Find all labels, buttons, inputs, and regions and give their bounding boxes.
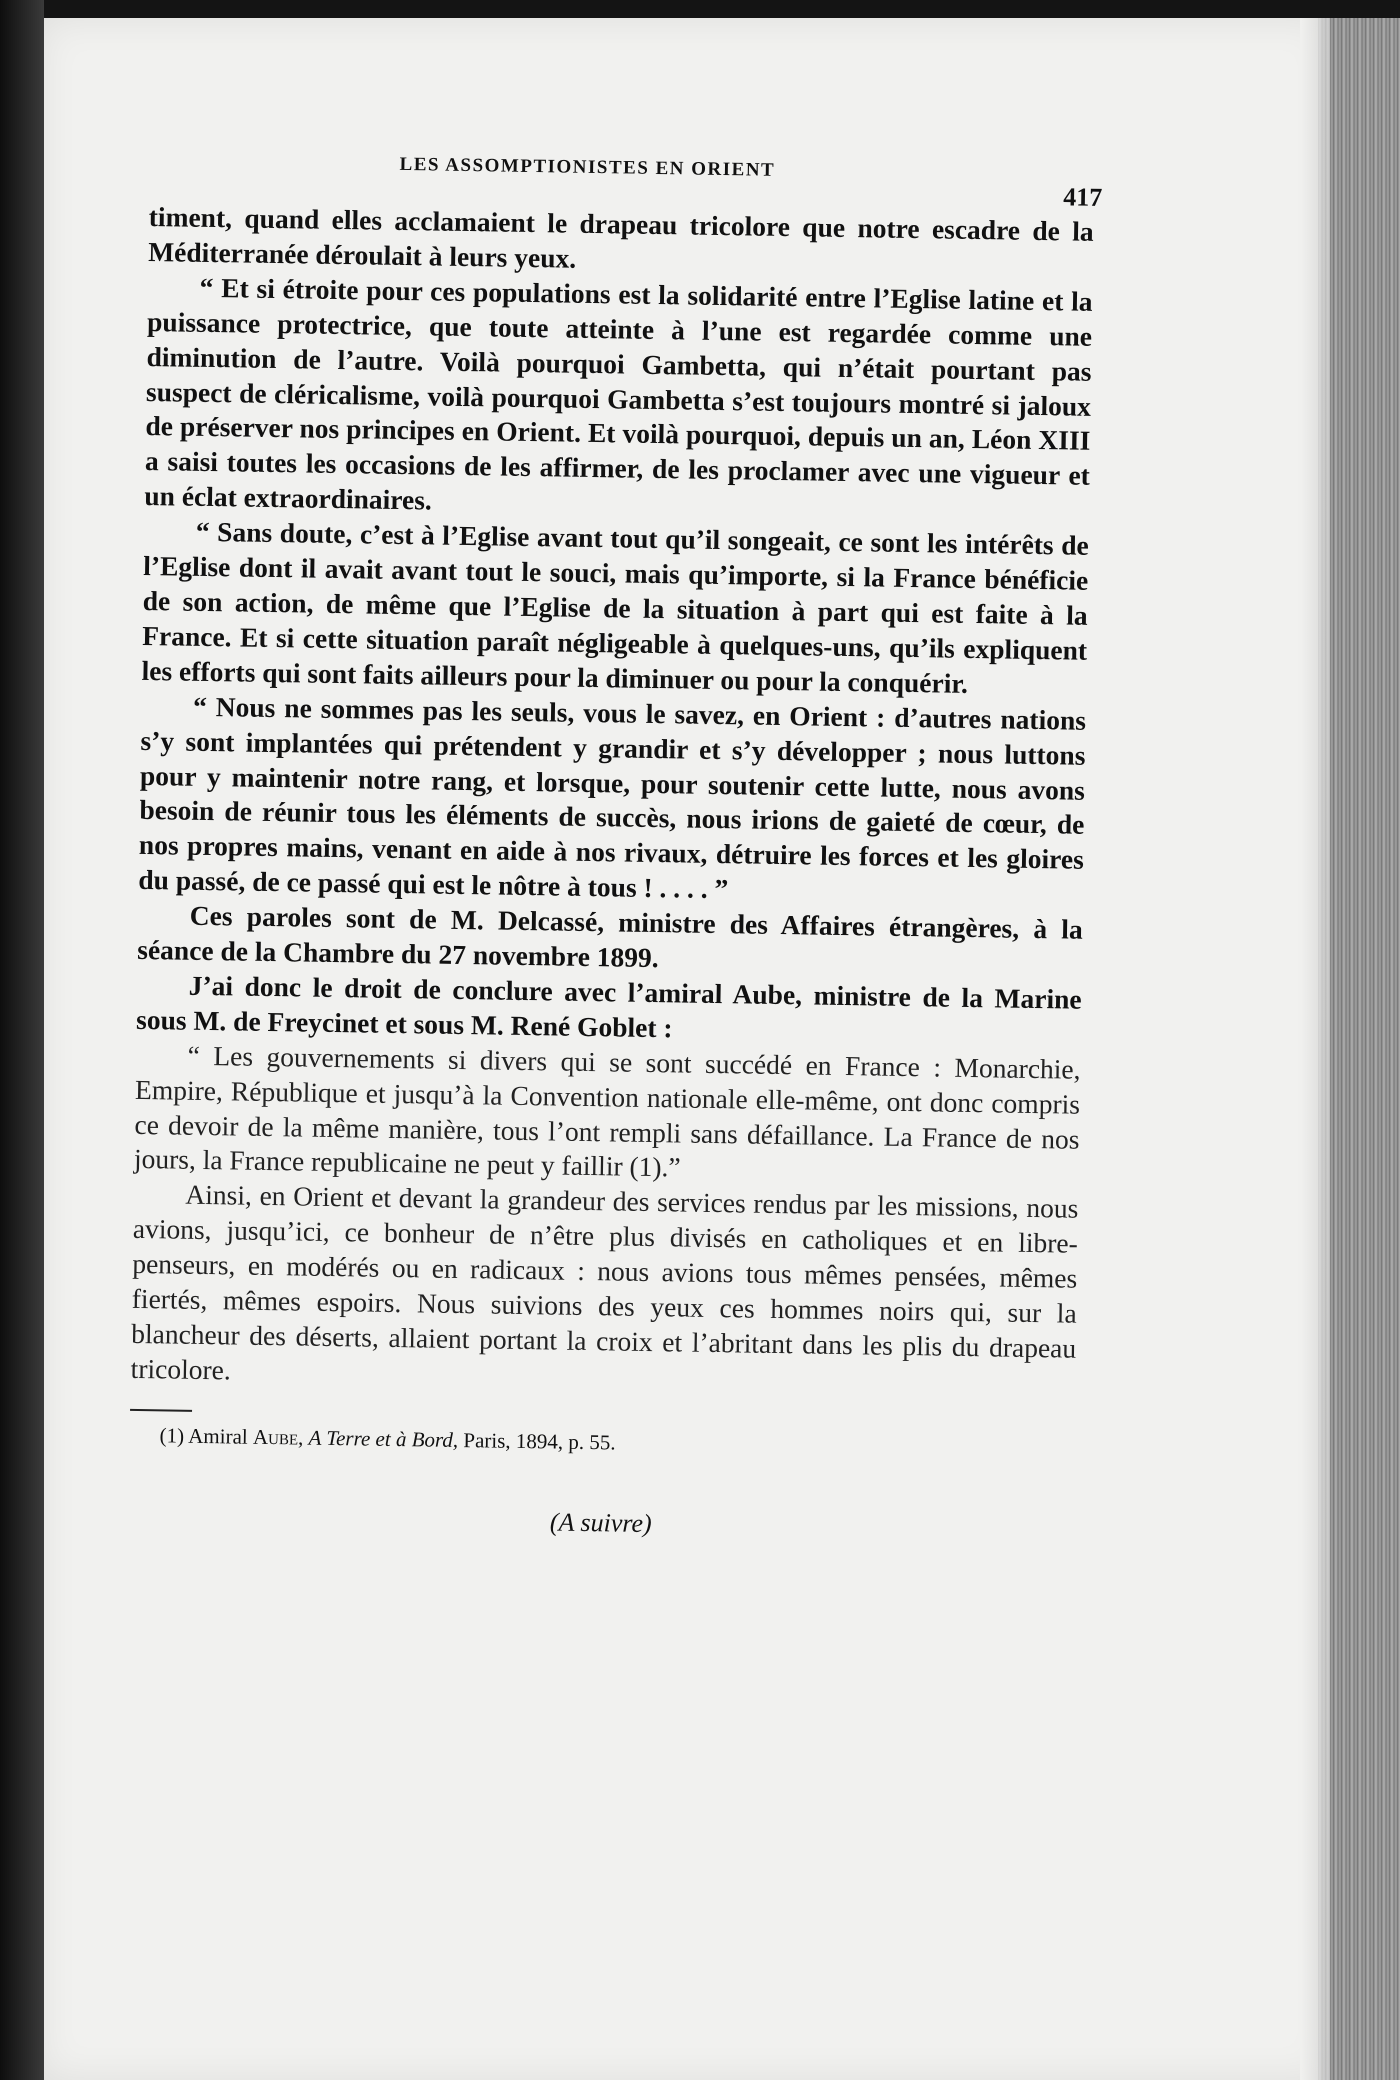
footnote-rule	[130, 1409, 192, 1412]
book-page-edges	[1318, 18, 1400, 2080]
paragraph-7: “ Les gouvernements si divers qui se sont succédé en France : Monarchie, Empire, République et jusqu’à la Convention nationale elle-même, ont donc compris ce devoir de la même manière, tous l’ont rempli sans défaillance. La France de nos jours, la France republicaine ne peut y faillir (1).”	[133, 1039, 1081, 1183]
footnote-rest: Paris, 1894, p. 55.	[463, 1427, 616, 1455]
running-title: LES ASSOMPTIONISTES EN ORIENT	[399, 153, 776, 181]
continued-note: (A suivre)	[549, 1507, 652, 1538]
paragraph-6: J’ai donc le droit de conclure avec l’amiral Aube, ministre de la Marine sous M. de Freycinet et sous M. René Goblet :	[135, 969, 1082, 1044]
footnote-prefix: Amiral	[188, 1423, 248, 1449]
scan-top-shadow	[0, 0, 1400, 20]
paragraph-2: “ Et si étroite pour ces populations est la solidarité entre l’Eglise latine et la puissance protectrice, que toute atteinte à l’une est regardée comme une diminution de l’autre. Voilà pourquoi Gambetta, qui n’était pourtant pas suspect de cléricalisme, voilà pourquoi Gambetta s’est toujours montré si jaloux de préserver nos principes en Orient. Et voilà pourquoi, depuis un an, Léon XIII a saisi toutes les occasions de les affirmer, de les proclamer avec une vigueur et un éclat extraordinaires.	[144, 271, 1093, 516]
paragraph-1: timent, quand elles acclamaient le drapeau tricolore que notre escadre de la Méditerranée déroulait à leurs yeux.	[148, 200, 1094, 274]
footnote-marker: (1)	[159, 1423, 185, 1448]
scan-left-shadow	[0, 0, 44, 2080]
paragraph-3: “ Sans doute, c’est à l’Eglise avant tout qu’il songeait, ce sont les intérêts de l’Eglise dont il avait avant tout le souci, mais qu’importe, si la France bénéficie de son action, de même que l’Eglise de la situation à part qui est faite à la France. Et si cette situation paraît négligeable à quelques-uns, qu’ils expliquent les efforts qui sont faits ailleurs pour la diminuer ou pour la conquérir.	[141, 515, 1089, 699]
footnote-author: Aube,	[252, 1424, 304, 1450]
page-number: 417	[1062, 182, 1103, 212]
paragraph-4: “ Nous ne sommes pas les seuls, vous le savez, en Orient : d’autres nations s’y sont implantées qui prétendent y grandir et s’y développer ; nous luttons pour y maintenir notre rang, et lorsque, pour soutenir cette lutte, nous avons besoin de réunir tous les éléments de succès, nous irions de gaieté de cœur, de nos propres mains, venant en aide à nos rivaux, détruire les forces et les gloires du passé, de ce passé qui est le nôtre à tous ! . . . . ”	[138, 690, 1087, 905]
paragraph-5: Ces paroles sont de M. Delcassé, ministre des Affaires étrangères, à la séance de la Chambre du 27 novembre 1899.	[137, 899, 1083, 974]
page-edge-fade	[1300, 18, 1330, 2080]
footnote-work: A Terre et à Bord,	[308, 1425, 459, 1452]
footnote	[159, 1421, 1074, 1463]
paragraph-8: Ainsi, en Orient et devant la grandeur des services rendus par les missions, nous avions, jusqu’ici, ce bonheur de n’être plus divisés en catholiques et en libre-penseurs, en modérés ou en radicaux : nous avions tous mêmes pensées, mêmes fiertés, mêmes espoirs. Nous suivions des yeux ces hommes noirs qui, sur la blancheur des déserts, allaient portant la croix et l’abritant dans les plis du drapeau tricolore.	[130, 1179, 1079, 1386]
text-block	[128, 140, 1103, 1545]
